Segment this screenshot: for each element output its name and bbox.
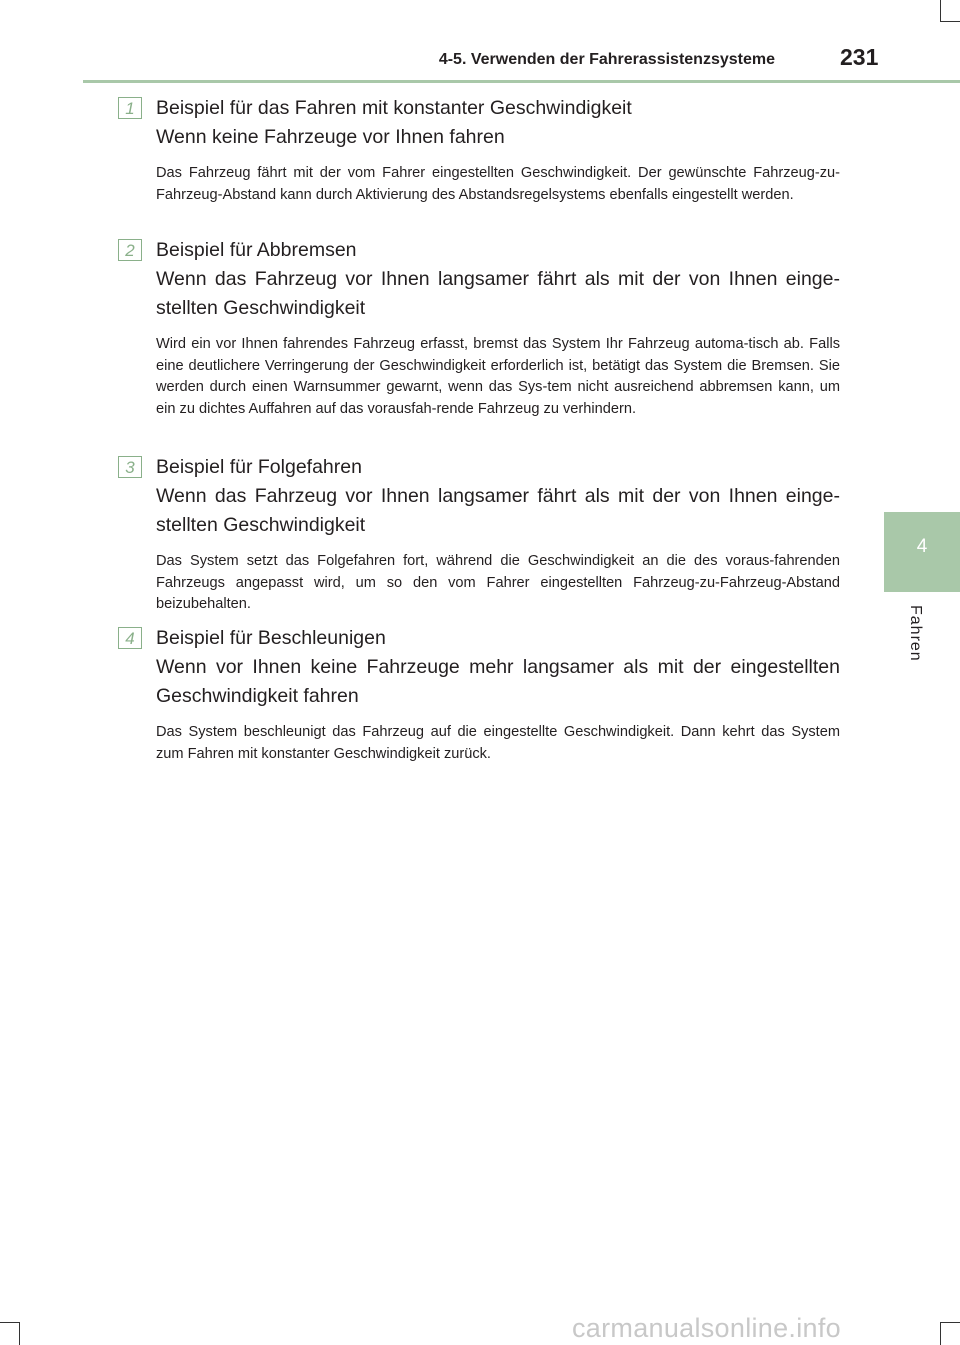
section-2 [118, 236, 840, 420]
crop-mark [19, 1322, 20, 1345]
header-divider [83, 80, 960, 83]
step-number-badge [118, 627, 142, 649]
section-1 [118, 94, 840, 206]
section-subtitle: Wenn das Fahrzeug vor Ihnen langsamer fährt als mit der von Ihnen einge-stellten Geschwindigkeit [156, 485, 840, 536]
section-body: Das System beschleunigt das Fahrzeug auf die eingestellte Geschwindigkeit. Dann kehrt das System zum Fahren mit konstanter Geschwindigkeit zurück. [156, 724, 840, 762]
step-number-badge [118, 456, 142, 478]
step-number: 1 [125, 99, 135, 118]
watermark: carmanualsonline.info [572, 1313, 841, 1343]
crop-mark [940, 1322, 941, 1345]
section-body: Wird ein vor Ihnen fahrendes Fahrzeug erfasst, bremst das System Ihr Fahrzeug automa-tisch ab. Falls eine deutlichere Verringerung der Geschwindigkeit erforderlich ist, betätigt das System die Bremsen. Sie werden durch einen Warnsummer gewarnt, wenn das Sys-tem nicht ausreichend abbremsen kann, um ein zu dichtes Auffahren auf das vorausfah-rende Fahrzeug zu verhindern. [156, 336, 840, 417]
section-body: Das System setzt das Folgefahren fort, während die Geschwindigkeit an die des voraus-fahrenden Fahrzeugs angepasst wird, um so den vom Fahrer eingestellten Fahrzeug-zu-Fahrzeug-Abstand beizubehalten. [156, 553, 840, 612]
section-title: Beispiel für Beschleunigen [156, 627, 386, 649]
crop-mark [940, 21, 960, 22]
section-title: Beispiel für Abbremsen [156, 239, 357, 261]
step-number: 3 [125, 458, 135, 477]
step-number-badge [118, 97, 142, 119]
section-title: Beispiel für Folgefahren [156, 456, 362, 478]
crop-mark [940, 0, 941, 22]
crop-mark [0, 1322, 20, 1323]
section-subtitle: Wenn vor Ihnen keine Fahrzeuge mehr langsamer als mit der eingestellten Geschwindigkeit fahren [156, 656, 840, 707]
chapter-section-title: 4-5. Verwenden der Fahrerassistenzsysteme [438, 51, 775, 68]
chapter-tab-label: Fahren [907, 605, 924, 662]
chapter-tab-number: 4 [916, 536, 928, 557]
section-4 [118, 624, 840, 765]
section-title: Beispiel für das Fahren mit konstanter Geschwindigkeit [156, 97, 632, 119]
chapter-tab [884, 512, 960, 592]
crop-mark [940, 1322, 960, 1323]
section-3 [118, 453, 840, 616]
section-subtitle: Wenn keine Fahrzeuge vor Ihnen fahren [156, 126, 505, 148]
page-number: 231 [840, 44, 879, 70]
step-number: 2 [125, 241, 135, 260]
section-body: Das Fahrzeug fährt mit der vom Fahrer eingestellten Geschwindigkeit. Der gewünschte Fahrzeug-zu-Fahrzeug-Abstand kann durch Aktivierung des Abstandsregelsystems ebenfalls eingestellt werden. [156, 165, 840, 203]
step-number-badge [118, 239, 142, 261]
section-subtitle: Wenn das Fahrzeug vor Ihnen langsamer fährt als mit der von Ihnen einge-stellten Geschwindigkeit [156, 268, 840, 319]
step-number: 4 [125, 629, 135, 648]
